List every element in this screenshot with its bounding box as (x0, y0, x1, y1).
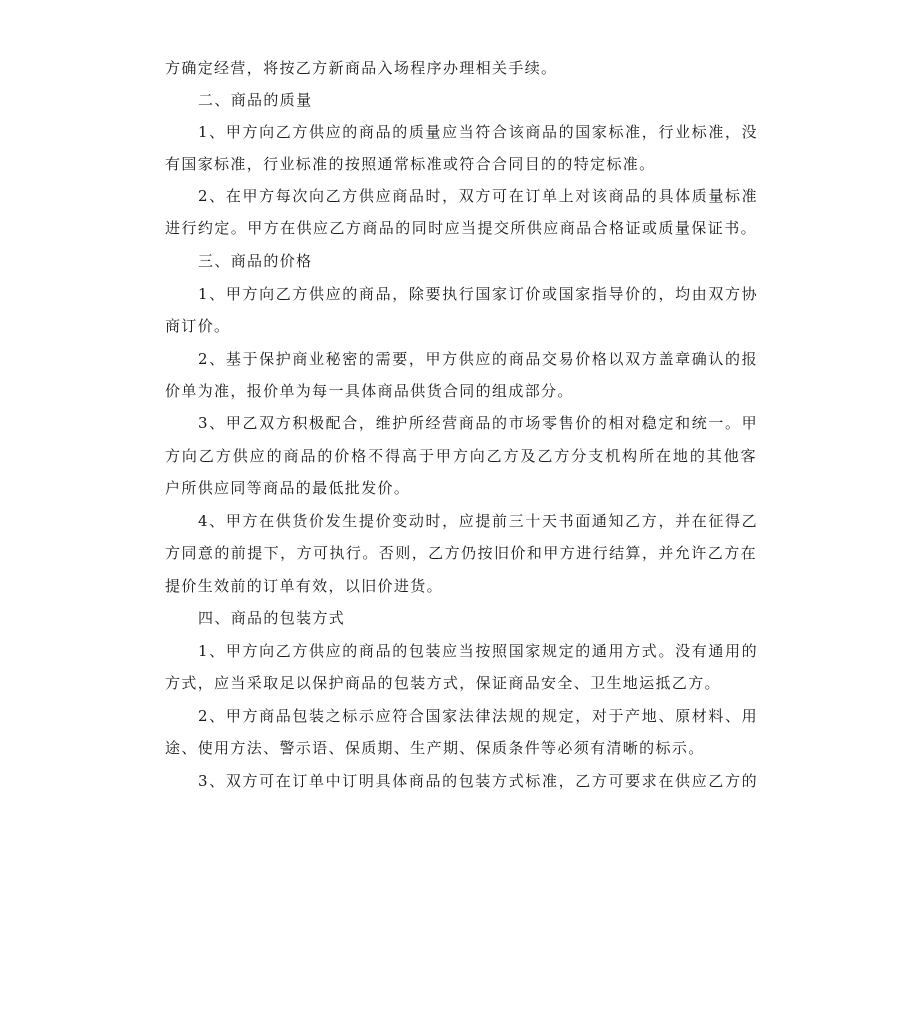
section-heading-price: 三、商品的价格 (198, 252, 313, 270)
text-line: 户所供应同等商品的最低批发价。 (165, 479, 411, 497)
text-line: 1、甲方向乙方供应的商品的包装应当按照国家规定的通用方式。没有通用的 (198, 642, 758, 660)
text-line: 方式，应当采取足以保护商品的包装方式，保证商品安全、卫生地运抵乙方。 (165, 674, 721, 692)
text-line: 进行约定。甲方在供应乙方商品的同时应当提交所供应商品合格证或质量保证书。 (165, 219, 757, 237)
text-line: 方同意的前提下，方可执行。否则，乙方仍按旧价和甲方进行结算，并允许乙方在 (165, 544, 757, 562)
text-line: 方向乙方供应的商品的价格不得高于甲方向乙方及乙方分支机构所在地的其他客 (165, 447, 757, 465)
text-line: 途、使用方法、警示语、保质期、生产期、保质条件等必须有清晰的标示。 (165, 739, 705, 757)
text-line: 1、甲方向乙方供应的商品的质量应当符合该商品的国家标准，行业标准，没 (198, 123, 758, 141)
text-line: 价单为准，报价单为每一具体商品供货合同的组成部分。 (165, 382, 574, 400)
text-line: 3、双方可在订单中订明具体商品的包装方式标准，乙方可要求在供应乙方的 (198, 772, 758, 790)
section-heading-quality: 二、商品的质量 (198, 91, 313, 109)
text-line: 2、基于保护商业秘密的需要，甲方供应的商品交易价格以双方盖章确认的报 (198, 350, 758, 368)
text-line: 提价生效前的订单有效，以旧价进货。 (165, 577, 443, 595)
text-line: 1、甲方向乙方供应的商品，除要执行国家订价或国家指导价的，均由双方协 (198, 285, 758, 303)
text-line: 方确定经营，将按乙方新商品入场程序办理相关手续。 (165, 59, 558, 77)
text-line: 3、甲乙双方积极配合，维护所经营商品的市场零售价的相对稳定和统一。甲 (198, 414, 758, 432)
text-line: 商订价。 (165, 317, 231, 335)
text-line: 4、甲方在供货价发生提价变动时，应提前三十天书面通知乙方，并在征得乙 (198, 512, 758, 530)
text-line: 有国家标准，行业标准的按照通常标准或符合合同目的的特定标准。 (165, 155, 656, 173)
text-line: 2、甲方商品包装之标示应符合国家法律法规的规定，对于产地、原材料、用 (198, 707, 758, 725)
text-line: 2、在甲方每次向乙方供应商品时，双方可在订单上对该商品的具体质量标准 (198, 187, 758, 205)
section-heading-packaging: 四、商品的包装方式 (198, 609, 346, 627)
